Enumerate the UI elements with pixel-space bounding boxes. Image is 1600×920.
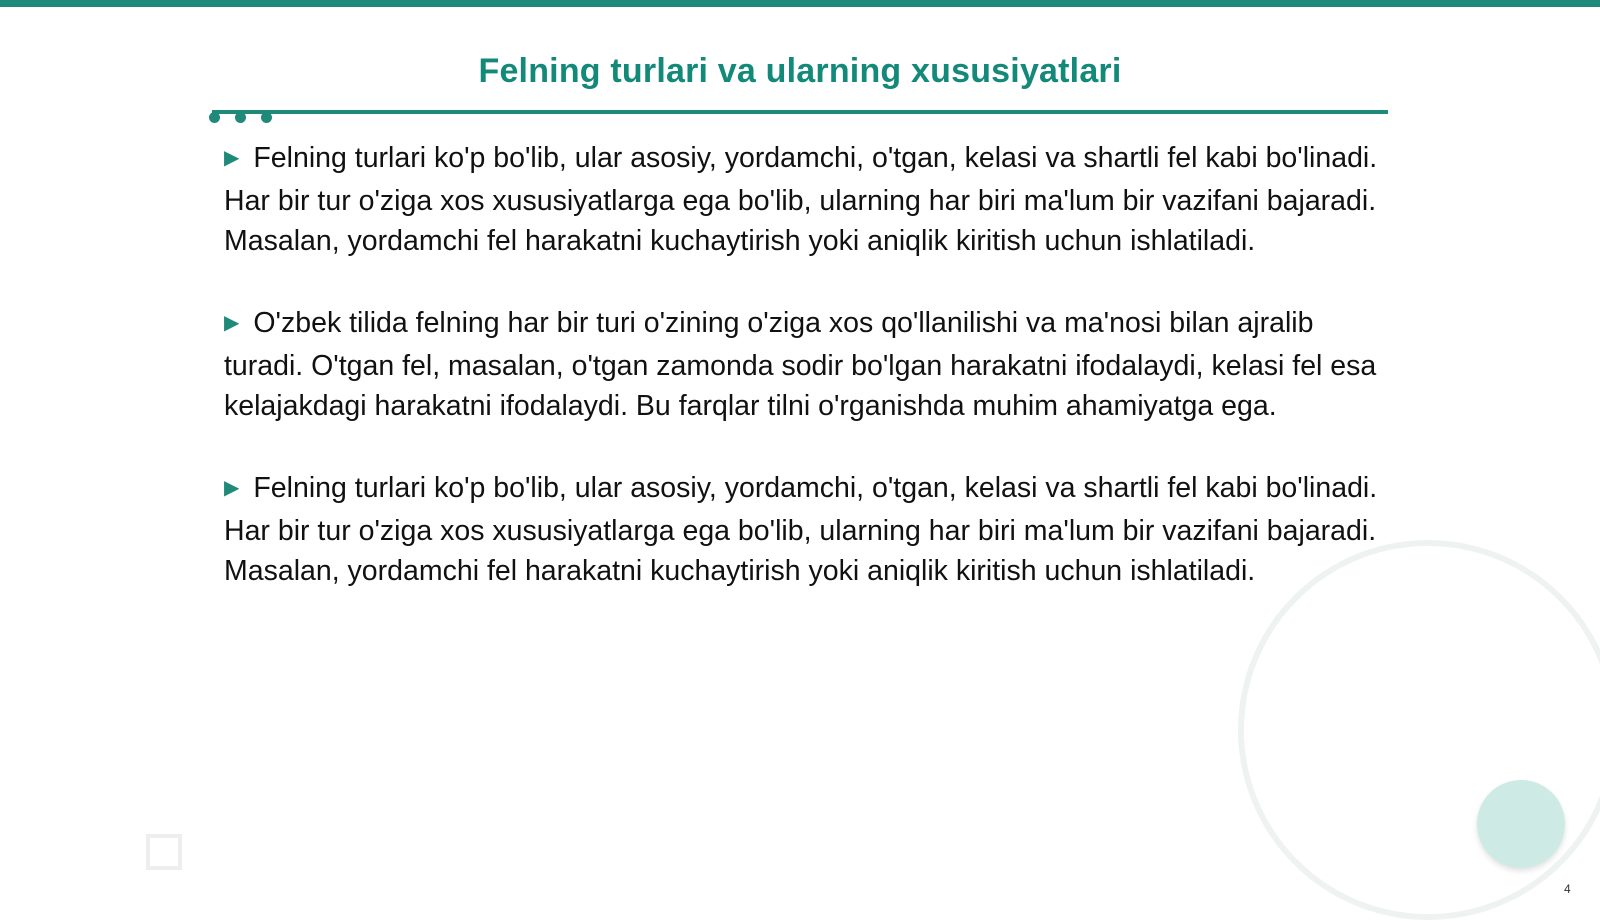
bullet-item <box>224 303 1384 426</box>
bullet-text: Felning turlari ko'p bo'lib, ular asosiy, yordamchi, o'tgan, kelasi va shartli fel kabi bo'linadi. Har bir tur o'ziga xos xususiyatlarga ega bo'lib, ularning har biri ma'lum bir vazifani bajaradi. Masalan, yordamchi fel harakatni kuchaytirish yoki aniqlik kiritish uchun ishlatiladi. <box>224 472 1378 587</box>
top-accent-bar <box>0 0 1600 7</box>
decorative-dot <box>209 112 220 123</box>
slide-content <box>224 138 1384 633</box>
slide-title: Felning turlari va ularning xususiyatlari <box>478 52 1122 90</box>
decorative-dot <box>235 112 246 123</box>
bullet-text: Felning turlari ko'p bo'lib, ular asosiy, yordamchi, o'tgan, kelasi va shartli fel kabi bo'linadi. Har bir tur o'ziga xos xususiyatlarga ega bo'lib, ularning har biri ma'lum bir vazifani bajaradi. Masalan, yordamchi fel harakatni kuchaytirish yoki aniqlik kiritish uchun ishlatiladi. <box>224 142 1378 257</box>
triangle-right-icon: ▶ <box>224 312 240 334</box>
triangle-right-icon: ▶ <box>224 147 240 169</box>
triangle-right-icon: ▶ <box>224 477 240 499</box>
decorative-dot <box>261 112 272 123</box>
decorative-ring <box>1238 540 1600 920</box>
decorative-circle <box>1477 780 1565 868</box>
title-underline <box>212 110 1388 114</box>
bullet-item <box>224 138 1384 261</box>
page-number: 4 <box>1564 882 1571 896</box>
bullet-item <box>224 468 1384 591</box>
decorative-square <box>146 834 182 870</box>
bullet-text: O'zbek tilida felning har bir turi o'zining o'ziga xos qo'llanilishi va ma'nosi bilan ajralib turadi. O'tgan fel, masalan, o'tgan zamonda sodir bo'lgan harakatni ifodalaydi, kelasi fel esa kelajakdagi harakatni ifodalaydi. Bu farqlar tilni o'rganishda muhim ahamiyatga ega. <box>224 307 1377 422</box>
